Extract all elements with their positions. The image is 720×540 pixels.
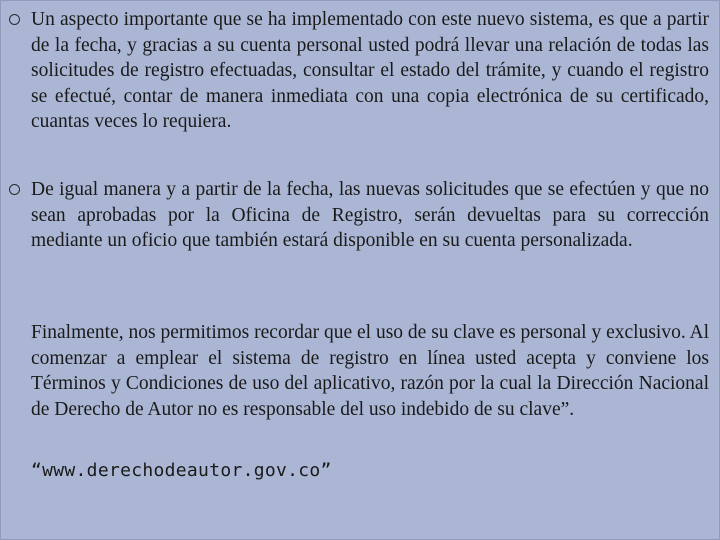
closing-paragraph: Finalmente, nos permitimos recordar que el uso de su clave es personal y exclusivo. Al comenzar a emplear el sistema de registro en línea usted acepta y conviene los Términos y Condiciones de uso del aplicativo, razón por la cual la Dirección Nacional de Derecho de Autor no es responsable del uso indebido de su clave”.	[31, 322, 709, 420]
bullet-paragraph-returns: De igual manera y a partir de la fecha, las nuevas solicitudes que se efectúen y que no sean aprobadas por la Oficina de Registro, serán devueltas para su corrección mediante un oficio que también estará disponible en su cuenta personalizada.	[31, 179, 709, 251]
website-address: “www.derechodeautor.gov.co”	[31, 460, 332, 481]
hollow-circle-bullet-icon	[9, 14, 20, 25]
hollow-circle-bullet-icon	[9, 184, 20, 195]
bullet-paragraph-implementation: Un aspecto importante que se ha implementado con este nuevo sistema, es que a partir de la fecha, y gracias a su cuenta personal usted podrá llevar una relación de todas las solicitudes de registro efectuadas, consultar el estado del trámite, y cuando el registro se efectué, contar de manera inmediata con una copia electrónica de su certificado, cuantas veces lo requiera.	[31, 9, 709, 132]
